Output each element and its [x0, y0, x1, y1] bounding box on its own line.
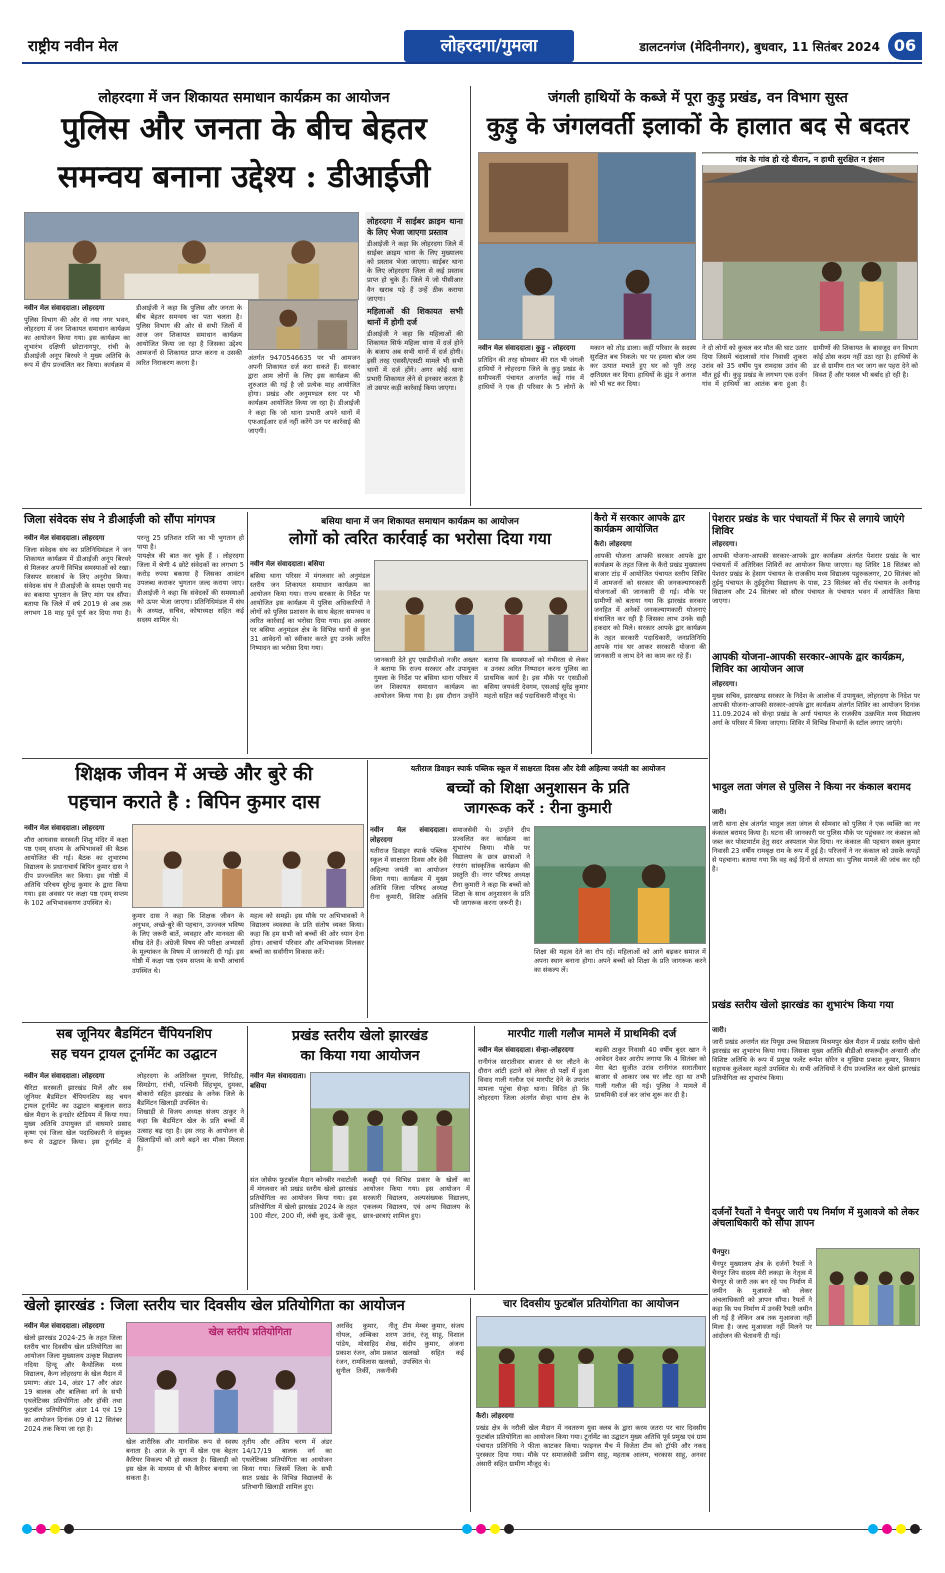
story16-body [24, 1322, 122, 1512]
story8-body [712, 808, 920, 996]
story16-text: खेलो झारखंड 2024-25 के तहत जिला स्तरीय चार दिवसीय खेल प्रतियोगिता का आयोजन जिला मुख्यालय उत्कृष्ट विद्यालय नदिया हिन्दू और कैथोलिक मध्य विद्यालय, कैन्ग लोहरदगा के खेल मैदान में प्रमाण: अंडर 14, अंडर 17 और अंडर 19 बालक और बालिका वर्ग के सभी एथलेटिक्स प्रतियोगिता और हॉकी तथा फुटबॉल प्रतियोगिता अंडर 14 एवं 19 का आयोजन दिनांक 09 से 12 सितंबर 2024 तक किया जा रहा है। [24, 1333, 122, 1433]
story1-sidebar-body: डीआईजी ने कहा कि लोहरदगा जिले में साईबर क्राइम थाना के लिए मुख्यालय को प्रस्ताव भेजा जाएगा। साईबर थाना के लिए लोहरदगा जिला से कई प्रस्ताव प्राप्त हो चुके हैं। जिले में जो पीसीआर वैन खराब पड़े हैं उन्हें ठीक कराया जाएगा। [367, 240, 463, 303]
story16-body2 [126, 1438, 238, 1512]
story10-headline: दर्जनों रैयतों ने चैनपुर जारी पथ निर्माण में मुआवजे को लेकर अंचलाधिकारी को सौंपा ज्ञापन [712, 1207, 919, 1229]
story14-text: संत जोसेफ फुटबॉल मैदान कोनबीर नवाटोली में मंगलवार को प्रखंड स्तरीय खेलो झारखंड प्रतियोगिता का आयोजन किया गया। इस प्रतियोगिता में खेलो झारखंड 2024 के तहत 100 मीटर, 200 मी, लंबी कूद, ऊंची कूद, कबड्डी एवं विभिन्न प्रकार के खेलों का आयोजन किया गया। इस आयोजन में सरकारी विद्यालय, अल्पसंख्यक विद्यालय, एकलव्य विद्यालय, एवं अन्य विद्यालय के छात्र-छात्राएं शामिल हुए। [250, 1176, 470, 1221]
story13-text: चैरिटा सरस्वती झारखंड मिलें और सब जूनियर बैडमिंटन चैंपियनशिप सह चयन ट्रायल टूर्नामेंट का उद्घाटन बाबूलाल सराउ खेल मैदान के इनडोर स्टेडियम में किया गया। मुख्य अतिथि उपायुक्त डॉ वाघमारे प्रसाद कृष्ण एवं जिला खेल पदाधिकारी ने संयुक्त रूप से उद्घाटन किया। इस टूर्नामेंट में लोहरदगा के अतिरिक्त गुमला, गिरिडीह, सिमडेगा, रांची, पश्चिमी सिंहभूम, दुमका, बोकारो सहित झारखंड के अनेक जिले के बैडमिंटन खिलाड़ी उपस्थित थे। [24, 1072, 244, 1147]
story13-text2: शिखाड़ी से विजय अध्यक्ष संजय ठाकुर ने कहा कि बैडमिंटन खेल के प्रति बच्चों में उत्साह बढ़ रहा है। इस तरह के आयोजन से खिलाड़ियों को आगे बढ़ने का मौका मिलता है। [137, 1108, 244, 1153]
row-rule [22, 1294, 708, 1295]
story9-headline: प्रखंड स्तरीय खेलो झारखंड का शुभारंभ किया गया [712, 1000, 894, 1011]
story10-photo [816, 1248, 920, 1326]
footer-rule [22, 1529, 922, 1530]
column-rule [247, 512, 248, 754]
reg-dot-cyan [462, 1524, 472, 1534]
story1-body2 [248, 354, 360, 500]
story17-byline: कैरो। लोहरदगा [476, 1412, 514, 1420]
story1-kicker: लोहरदगा में जन शिकायत समाधान कार्यक्रम का आयोजन [98, 90, 390, 106]
story11-headline-1: शिक्षक जीवन में अच्छे और बुरे की [75, 763, 313, 785]
story16-banner: खेल स्तरीय प्रतियोगिता [208, 1327, 292, 1338]
story15-text: रानीगंज सारातीवार बाजार से घर लौटने के दौरान आंटी हटाने को लेकर दो पक्षों में हुआ विवाद गाली गलौज एवं मारपीट देने के उपरांत मामला पहुंचा सेन्हा थाना। विदित हो कि लोहरदगा जिला अंतर्गत सेन्हा थाना क्षेत्र के बड़की ठाकुर निवासी 40 वर्षीय बुदर खान ने आवेदन देकर आरोप लगाया कि 4 सितंबर को मेरा बेटा सुजीत उरांव रानीगंज सारातीवार बाजार से आकार जब घर लौट रहा था तभी गाली गलौज की गई। पुलिस ने मामले में प्राथमिकी दर्ज कर जांच शुरू कर दी है। [478, 1046, 706, 1103]
story1-sidebar-body2: डीआईजी ने कहा कि महिलाओं की शिकायत सिर्फ महिला थाना में दर्ज होने के बजाय अब सभी थानों में दर्ज होगी। इसी तरह एससी/एसटी मामले भी सभी थानों में दर्ज होंगे। अगर कोई थाना प्रभारी शिकायत लेने से इनकार करता है तो उसपर कड़ी कार्रवाई किया जाएगा। [367, 329, 463, 393]
story12-text: यतीराज डिवाइन स्पार्क पब्लिक स्कूल में साक्षरता दिवस और देवी अहिल्या जयंती का आयोजन किया गया। कार्यक्रम में मुख्य अतिथि जिला परिषद अध्यक्ष रीना कुमारी, विशिष्ट अतिथि समाजसेवी थे। उन्होंने दीप प्रज्वलित कर कार्यक्रम का शुभारंभ किया। मौके पर विद्यालय के छात्र छात्राओं ने रंगारंग सांस्कृतिक कार्यक्रम की प्रस्तुति दी। नगर परिषद अध्यक्ष रीना कुमारी ने कहा कि बच्चों को शिक्षा के साथ अनुशासन के प्रति भी जागरूक करना जरूरी है। [370, 826, 530, 907]
story11-headline-2: पहचान कराते है : बिपिन कुमार दास [68, 791, 320, 813]
story12-body [370, 826, 530, 1016]
story4-photo [374, 560, 588, 652]
story5-byline: कैरो। लोहरदगा [594, 540, 632, 548]
story16-text3: तृतीय और अंतिम चरण में अंडर 14/17/19 बालक वर्ग का एथलेटिक्स प्रतियोगिता का आयोजन किया गया। जिसमें जिला के सभी सात प्रखंड के विभिन्न विद्यालयों के प्रतिभागी खिलाड़ी शामिल हुए। [242, 1438, 332, 1492]
story2-headline: कुड़ु के जंगलवर्ती इलाकों के हालात बद से बदतर [486, 111, 910, 140]
column-rule [709, 512, 710, 1512]
story12-headline-2: जागरूक करें : रीना कुमारी [464, 799, 612, 817]
paper-name: राष्ट्रीय नवीन मेल [28, 37, 118, 55]
story1-text: पुलिस विभाग की ओर से नया नगर भवन, लोहरदगा में जन शिकायत समाधान कार्यक्रम का आयोजन किया गया। इस कार्यक्रम का शुभारंभ दक्षिणी छोटानागपुर, रांची के डीआईजी अनूप बिरथरे ने मुख्य अतिथि के रूप में दीप प्रज्वलित कर किया। कार्यक्रम में डीआईजी ने कहा कि पुलिस और जनता के बीच बेहतर समन्वय का पता चलता है। पुलिस विभाग की ओर से सभी जिलों में आज जन शिकायत समाधान कार्यक्रम आयोजित किया जा रहा है जिसका उद्देश्य आमजनों से शिकायत प्राप्त करना व उसकी त्वरित निराकरण करना है। [24, 304, 242, 370]
column-rule [247, 1026, 248, 1290]
story2-photo-left [478, 152, 696, 340]
story2-text2: ने दो लोगों को कुचल कर मौत की घाट उतार दिया जिसमें चंदालासो गांव निवासी शुकरा उरांव को 35 वर्षीय पुत्र रामदास उरांव की मौत हुई थी। कुड़ु प्रखंड के लगभग एक दर्जन गांव में हाथियों का आतंक बना हुआ है। ग्रामीणों की शिकायत के बावजूद वन विभाग कोई ठोस कदम नहीं उठा रहा है। हाथियों के डर से ग्रामीण रात भर जाग कर पहरा देने को विवश हैं और फसल भी बर्बाद हो रही है। [702, 344, 918, 389]
story3-byline: नवीन मेल संवाददाता। लोहरदगा [24, 534, 105, 542]
story2-body2 [702, 344, 918, 500]
story3-text: जिला संवेदक संघ का प्रतिनिधिमंडल ने जन शिकायत कार्यक्रम में डीआईजी अनूप बिरथरे से मिलकर अपनी विभिन्न समस्याओं को रखा। जिसपर सरकार्थ के लिए अनुरोध किया। संवेदक संघ ने डीआईजी के समक्ष एसपी मद का बकाया भुगतान के लिए मांग पत्र सौंपा। बताया कि जिले में वर्ष 2019 से अब तक लगभग 18 माह पूर्व पूर्ण कर दिया गया है। परन्तु 25 प्रतिशत राशि का भी भुगतान हो पाया है। [24, 534, 244, 618]
reg-dot-yellow [896, 1524, 906, 1534]
story11-text: शौरा आयवास सरस्वती शिशु मंदिर में कक्षा पष्ठ एवम् सप्तम के अभिभावकों की बैठक आयोजित की गई। बैठक का शुभारम्भ विद्यालय के प्रधानाचार्य बिपिन कुमार दास ने दीप प्रज्ज्वलित कर किया। इस गोष्ठी में अतिथि परिचय सुरेन्द्र कुमार के द्वारा किया गया। इस अवसर पर कक्षा पष्ठ एवम् सप्तम के 102 अभिभावकगण उपस्थित थे। [24, 835, 128, 908]
story9-text: जारी प्रखंड अन्तर्गत संत पियूस उच्च विद्यालय मिश्रमपुर खेल मैदान में प्रखंड स्तरीय खेलो झारखंड का शुभारंभ किया गया। जिसका मुख्य अतिथि बीडीओ सफरूद्दीन अन्सारी और विशिष्ट अतिथि के रूप में प्रमुख फलेंट रूपेश सोरेन व मुखिया प्रकाश कुमार, किसान सहायक कुलेश्वर महतो उपस्थित थे। सभी अतिथियों ने दीप प्रज्वलित कर खेलो झारखंड प्रतियोगिता का शुभारंभ किया। [712, 1037, 920, 1083]
story14-body [250, 1176, 470, 1288]
column-rule [367, 760, 368, 1018]
row-rule [22, 758, 708, 759]
story4-text: बसिया थाना परिसर में मंगलवार को अनुमंडल स्तरीय जन शिकायत समाधान कार्यक्रम का आयोजन किया गया। राज्य सरकार के निर्देश पर आयोजित इस कार्यक्रम में पुलिस अधिकारियों ने लोगों को पुलिस प्रशासन के साथ बेहतर समन्वय व त्वरित कार्रवाई का भरोसा दिया गया। इस अवसर पर बसिया अनुमंडल क्षेत्र के विभिन्न थानों से कुल 31 आवेदनों को स्वीकार करते हुए उनके त्वरित निष्पादन का भरोसा दिया गया। [250, 571, 370, 653]
masthead [22, 30, 922, 64]
story9-body [712, 1026, 920, 1204]
story16-body4 [336, 1322, 464, 1512]
story11-body2 [132, 912, 244, 1016]
story16-headline: खेलो झारखंड : जिला स्तरीय चार दिवसीय खेल प्रतियोगिता का आयोजन [24, 1297, 405, 1314]
story14-byline: नवीन मेल संवाददाता। बसिया [250, 1072, 306, 1090]
story11-body [24, 824, 128, 1016]
column-rule [470, 1298, 471, 1512]
story6-byline: लोहरदगा। [712, 540, 738, 548]
reg-dot-black [64, 1524, 74, 1534]
story15-headline: मारपीट गाली गलौज मामले में प्राथमिकी दर्ज [507, 1028, 677, 1040]
story11-text3: महत्व को समझें। इस मौके पर अभिभावकों ने विद्यालय व्यवस्था के प्रति संतोष व्यक्त किया। कहा कि हम सभी को बच्चों की ओर ध्यान देना होगा। आचार्य परिवार और अभिभावक मिलकर बच्चों का सर्वांगीण विकास करें। [250, 912, 364, 957]
story8-text: जारी थाना क्षेत्र अंतर्गत भादुल लता जंगल से सोमवार को पुलिस ने एक व्यक्ति का नर कंकाल बरामद किया है। घटना की जानकारी पर पुलिस मौके पर पहुंचकर नर कंकाल को जब्त कर पोस्टमार्टम हेतु सदर अस्पताल भेज दिया। नर कंकाल की पहचान सबल कुमार निवासी 23 वर्षीय रामबृक्ष राम के रूप में हुई है। परिजनों ने नर कंकाल को उसके कपड़ों से पहचाना। बताया गया कि वह कई दिनों से लापता था। पुलिस मामले की जांच कर रही है। [712, 819, 920, 874]
story7-text: मुख्य सचिव, झारखण्ड सरकार के निदेश के आलोक में उपायुक्त, लोहरदगा के निदेश पर आपकी योजना-आपकी सरकार-आपके द्वार कार्यक्रम अंतर्गत शिविर का आयोजन दिनांक 11.09.2024 को सेन्हा प्रखंड के अर्गा पंचायत के राजकीय उत्क्रमित मध्य विद्यालय अर्गा के परिसर में किया जाएगा। शिविर में विभिन्न विभागों के स्टॉल लगाए जाएंगे। [712, 691, 920, 727]
reg-dot-yellow [490, 1524, 500, 1534]
story16-body3 [242, 1438, 332, 1512]
story10-body [712, 1248, 812, 1512]
story1-photo [24, 212, 359, 300]
story1-text2: अंतर्गत 9470546635 पर भी आमजन अपनी शिकायत दर्ज करा सकते हैं। सरकार द्वारा आम लोगों के लिए इस कार्यक्रम की शुरुआत की गई है जो प्रत्येक माह आयोजित होगा। प्रखंड और अनुमण्डल स्तर पर भी कार्यक्रम आयोजित किया जा रहा है। डीआईजी ने कहा कि जो थाना प्रभारी अपने थानों में एफआईआर दर्ज नहीं करेंगे उन पर कार्रवाई की जाएगी। [248, 354, 360, 435]
story2-byline: नवीन मेल संवाददाता। कुड़ु - लोहरदगा [478, 344, 576, 352]
story13-headline-1: सब जूनियर बैडमिंटन चैंपियनशिप [56, 1027, 212, 1042]
dateline: डालटनगंज (मेदिनीनगर), बुधवार, 11 सितंबर 2024 [639, 40, 880, 54]
story11-body3 [250, 912, 364, 1016]
story6-text: आपकी योजना-आपकी सरकार-आपके द्वार कार्यक्रम अंतर्गत पेशरार प्रखंड के चार पंचायतों में अतिरिक्त शिविरों का आयोजन किया जाएगा। यह शिविर 18 सितंबर को पेशरार प्रखंड के हेसाग पंचायत के राजकीय मध्य विद्यालय पहुरुकलगर, 20 सितंबर को तुईमु पंचायत के तुईदूरोया विद्यालय के पास, 23 सितंबर को रोंद पंचायत के अनौगढ़ विद्यालय और 24 सितंबर को सौरव पंचायत के पंचायत भवन में आयोजित किया जाएगा। [712, 551, 920, 606]
story12-body2 [534, 948, 706, 1016]
story1-headline-2: समन्वय बनाना उद्देश्य : डीआईजी [57, 159, 431, 195]
story16-byline: नवीन मेल संवाददाता। लोहरदगा [24, 1322, 105, 1330]
story17-text: प्रखंड क्षेत्र के नरौली खेल मैदान में नवतरुण युवा क्लब के द्वारा करम जतरा पर चार दिवसीय फुटबॉल प्रतियोगिता का आयोजन किया गया। टूर्नामेंट का उद्घाटन मुख्य अतिथि पूर्व प्रमुख एवं ग्राम पंचायत प्रतिनिधि ने फीता काटकर किया। फाइनल मैच में विजेता टीम को ट्रॉफी और नकद पुरस्कार दिया गया। मौके पर समाजसेवी प्रवीण साहू, महताब आलम, चरकास साहू, अनवर अंसारी सहित ग्रामीण मौजूद थे। [476, 1423, 706, 1469]
story4-byline: नवीन मेल संवाददाता। बसिया [250, 560, 325, 568]
story4-body [250, 560, 370, 752]
reg-dot-magenta [36, 1524, 46, 1534]
story2-photo-right [702, 152, 918, 340]
reg-dot-cyan [22, 1524, 32, 1534]
story2-body [478, 344, 696, 500]
story12-kicker: यतीराज डिवाइन स्पार्क पब्लिक स्कूल में साक्षरता दिवस और देवी अहिल्या जयंती का आयोजन [410, 764, 666, 773]
story2-text: प्रतिदिन की तरह सोमवार की रात भी जंगली हाथियों ने लोहरदगा जिले के कुड़ु प्रखंड के समीपवर्ती पंचायत अन्तर्गत कई गांव में हाथियों ने एक ही परिवार के 5 लोगों के मकान को तोड़ डाला। कहीं परिवार के सदस्य सुरक्षित बच निकले। घर पर हमला बोल जम कर उत्पात मचाते हुए घर को पूरी तरह क्षतिग्रस्त कर दिया। हाथियों के झुंड ने अनाज को भी चट कर दिया। [478, 344, 696, 391]
story4-body2 [374, 656, 588, 752]
story1-body [24, 304, 242, 500]
story7-headline: आपकी योजना-आपकी सरकार-आपके द्वार कार्यक्रम, शिविर का आयोजन आज [712, 652, 905, 675]
story1-sidebar-head2: महिलाओं की शिकायत सभी थानों में होगी दर्ज [367, 306, 463, 327]
story7-byline: लोहरदगा। [712, 680, 738, 688]
column-rule [591, 512, 592, 754]
story5-text: आपकी योजना आपकी सरकार आपके द्वार कार्यक्रम के तहत जिला के कैरो प्रखंड मुख्यालय बाजार टांड़ में आयोजित पंचायत स्तरीय शिविर में आमजनों को सरकार की जनकल्याणकारी योजनाओं की जानकारी दी गई। मौके पर ग्रामीणों को बताया गया कि झारखंड सरकार जनहित में अनेकों जनकल्याणकारी योजनाएं संचालित कर रही है जिसका लाभ उनके सही हकदार को मिले। सरकार आपके द्वार कार्यक्रम के तहत सरकारी पदाधिकारी, जनप्रतिनिधि आपके गांव घर आकर सरकारी योजना की जानकारी व लाभ देने का काम कर रहे हैं। [594, 551, 706, 660]
story3-text2: पायक्षेत्र की बात कर चुके हैं । लोहरदगा जिला में श्रेणी 4 छोटे संवेदकों का लगभग 5 करोड़ रुपया बकाया है जिसका आवंटन उपलब्ध कराकर भुगतान जल्द कराया जाए। डीआईजी ने कहा कि संवेदकों की समस्याओं को ऊपर भेजा जाएगा। प्रतिनिधिमंडल में संघ के अध्यक्ष, सचिव, कोषाध्यक्ष सहित कई सदस्य शामिल थे। [137, 552, 244, 624]
story4-kicker: बसिया थाना में जन शिकायत समाधान कार्यक्रम का आयोजन [321, 517, 519, 527]
row-rule [22, 1022, 708, 1023]
story13-byline: नवीन मेल संवाददाता। लोहरदगा [24, 1072, 105, 1080]
story11-byline: नवीन मेल संवाददाता। लोहरदगा [24, 824, 105, 832]
reg-dot-magenta [882, 1524, 892, 1534]
story1-sidebar-head: लोहरदगा में साईबर क्राइम थाना के लिए भेजा जाएगा प्रस्ताव [367, 217, 463, 238]
story1-headline-1: पुलिस और जनता के बीच बेहतर [61, 111, 427, 147]
story3-headline: जिला संवेदक संघ ने डीआईजी को सौंपा मांगपत्र [24, 513, 216, 526]
story15-byline: नवीन मेल संवाददाता। सेन्हा-लोहरदगा [478, 1046, 574, 1054]
reg-dot-magenta [476, 1524, 486, 1534]
story17-headline: चार दिवसीय फुटबॉल प्रतियोगिता का आयोजन [503, 1298, 679, 1310]
story2-kicker: जंगली हाथियों के कब्जे में पूरा कुड़ु प्रखंड, वन विभाग सुस्त [548, 90, 848, 106]
story5-headline: कैरो में सरकार आपके द्वार कार्यक्रम आयोजित [594, 513, 685, 535]
story16-photo [126, 1322, 332, 1434]
story12-photo [534, 826, 706, 944]
story1-inset-photo [248, 300, 358, 350]
row-rule [22, 508, 922, 509]
story1-byline: नवीन मेल संवाददाता। लोहरदगा [24, 304, 105, 312]
section-title: लोहरदगा/गुमला [404, 30, 574, 62]
story14-headline-2: का किया गया आयोजन [300, 1048, 420, 1064]
story15-body [478, 1046, 706, 1288]
story5-body [594, 540, 706, 752]
story17-photo [476, 1316, 706, 1408]
story6-headline: पेशरार प्रखंड के चार पंचायतों में फिर से लगाये जाएंगे शिविर [712, 514, 905, 537]
story6-body [712, 540, 920, 650]
reg-dot-cyan [868, 1524, 878, 1534]
column-rule [470, 86, 471, 506]
reg-dot-black [504, 1524, 514, 1534]
story14-photo [310, 1072, 470, 1172]
story4-headline: लोगों को त्वरित कार्रवाई का भरोसा दिया गया [288, 529, 552, 548]
reg-dot-yellow [50, 1524, 60, 1534]
registration-bar [22, 1524, 922, 1536]
story12-text2: शिक्षा की महत्व देते का रोप रहें। महिलाओं को आगे बढ़कर समाज में अपना स्थान बनाना होगा। अपने बच्चों को शिक्षा के प्रति जागरूक करने का संकल्प लें। [534, 948, 706, 975]
story8-byline: जारी। [712, 808, 727, 816]
story17-body [476, 1412, 706, 1512]
reg-dot-black [910, 1524, 920, 1534]
story4-text2: जानकारी देते हुए एसडीपीओ नजीर अख्तर ने बताया कि राज्य सरकार और उपायुक्त गुमला के निर्देश पर बसिया थाना परिसर में जन शिकायत समाधान कार्यक्रम का आयोजन किया गया है। इस दौरान उन्होंने बताया कि समस्याओं को गंभीरता से लेकर व उनका त्वरित निष्पादन करना पुलिस का प्राथमिक कार्य है। इस मौके पर एसडीओ बसिया जयवंती देवगम, एसआई सुरेंद्र कुमार महतो सहित कई पदाधिकारी मौजूद थे। [374, 656, 588, 701]
story9-byline: जारी। [712, 1026, 727, 1034]
story12-headline-1: बच्चों को शिक्षा अनुशासन के प्रति [446, 779, 630, 797]
story14-headline-1: प्रखंड स्तरीय खेलो झारखंड [292, 1028, 428, 1044]
story1-sidebar [365, 212, 465, 494]
story12-byline: नवीन मेल संवाददाता। लोहरदगा [370, 826, 448, 844]
story11-photo [132, 824, 364, 908]
story3-body [24, 534, 244, 752]
column-rule [474, 1026, 475, 1290]
story10-byline: चैनपुर। [712, 1248, 730, 1256]
story13-headline-2: सह चयन ट्रायल टूर्नामेंट का उद्घाटन [51, 1047, 217, 1062]
story13-body [24, 1072, 244, 1288]
story16-text4: अरविंद कुमार, नीतू गोयल, अम्बिका शरण पांडेय, मोसाहिद शेख, प्रकाश रंजन, ओम प्रकाश रंजन, रामविलास खलखो, सुनील तिर्की, तकनीकी टीम मेम्बर कुमार, संजय उरांव, रंजू साहू, विशाल संदीप कुमार, अंजना खलखो सहित कई उपस्थित थे। [336, 1322, 464, 1376]
story16-text2: खेल शारीरिक और मानसिक रूप से स्वस्थ बनाता है। आज के युग में खेल एक बेहतर कैरियर विकल्प भी हो सकता है। खिलाड़ी को इस खेल के माध्यम से भी कैरियर बनाया जा सकता है। [126, 1438, 238, 1483]
story14-body-lead [250, 1072, 306, 1172]
story10-text: चैनपुर मुख्यालय क्षेत्र के दर्जनों रैयतों ने चैनपुर जिप सदस्य मेरी लकड़ा के नेतृत्व में चैनपुर से जारी तक बन रहे पथ निर्माण में जमीन के मुआवजे को लेकर अंचलाधिकारी को ज्ञापन सौंपा। रैयतों ने कहा कि पथ निर्माण में उनकी रैयती जमीन ली गई है लेकिन अब तक मुआवजा नहीं मिला है। जल्द मुआवजा नहीं मिलने पर आंदोलन की चेतावनी दी गई। [712, 1259, 812, 1341]
story7-body [712, 680, 920, 780]
story11-text2: कुमार दास ने कहा कि शिक्षक जीवन के अनुभव, अच्छे-बुरे की पहचान, उज्ज्वल भविष्य के लिए जरूरी बातें, व्यवहार और मानवता की सीख देते हैं। अंग्रेजी विषय की परीक्षा अभ्यासों के मूल्यांकन के विषय में जानकारी दी गई। इस गोष्ठी में कक्षा पष्ठ एवम सप्तम के सभी आचार्य उपस्थित थे। [132, 912, 244, 975]
story2-caption: गांव के गांव हो रहे वीरान, न हाथी सुरक्षित न इंसान [702, 154, 918, 165]
story8-headline: भादुल लता जंगल से पुलिस ने किया नर कंकाल बरामद [712, 782, 911, 793]
page-number: 06 [888, 32, 922, 60]
